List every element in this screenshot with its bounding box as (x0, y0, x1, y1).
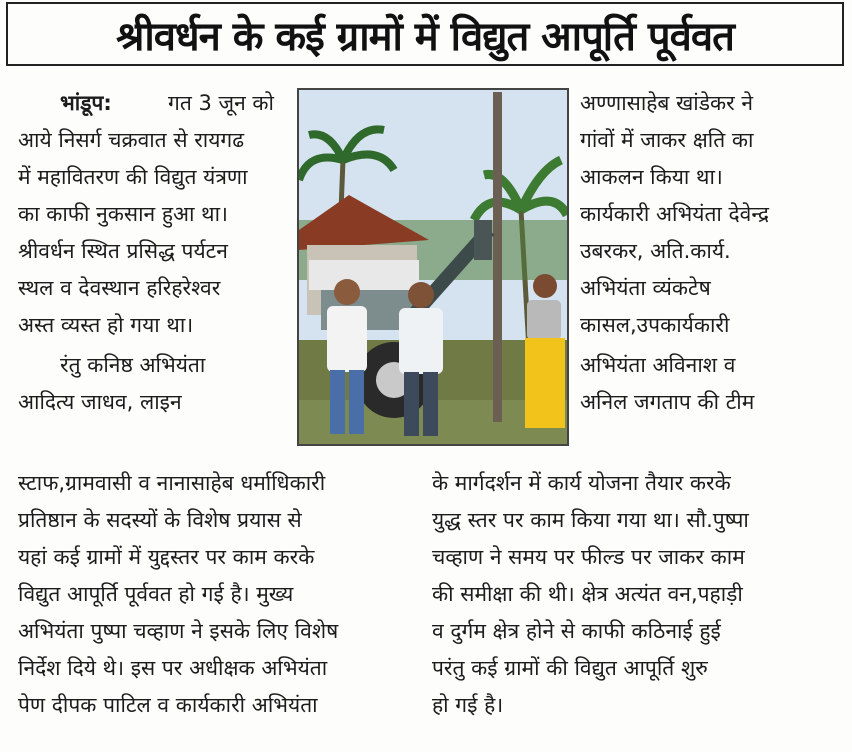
article-line: रंतु कनिष्ठ अभियंता (60, 353, 206, 377)
article-line: व दुर्गम क्षेत्र होने से काफी कठिनाई हुई (432, 619, 721, 643)
article-line: यहां कई ग्रामों में युद्दस्तर पर काम करके (18, 545, 315, 569)
article-line: निर्देश दिये थे। इस पर अधीक्षक अभियंता (18, 656, 328, 680)
utility-pole-icon (493, 92, 502, 422)
article-line: अभियंता व्यंकटेष (580, 276, 711, 300)
dateline: भांडूप: (60, 91, 112, 115)
article-line: श्रीवर्धन स्थित प्रसिद्ध पर्यटन (18, 239, 228, 263)
article-line: अण्णासाहेब खांडेकर ने (580, 91, 753, 115)
article-line: आदित्य जाधव, लाइन (18, 390, 182, 414)
article-line: का काफी नुकसान हुआ था। (18, 202, 228, 226)
article-line: विद्युत आपूर्ति पूर्ववत हो गई है। मुख्य (18, 582, 294, 606)
article-line: उबरकर, अति.कार्य. (580, 239, 731, 263)
article-line: अभियंता अविनाश व (580, 353, 736, 377)
article-line: कासल,उपकार्यकारी (580, 313, 730, 337)
article-line: आकलन किया था। (580, 165, 723, 189)
article-line: के मार्गदर्शन में कार्य योजना तैयार करके (432, 471, 731, 495)
article-line: पेण दीपक पाटिल व कार्यकारी अभियंता (18, 693, 318, 717)
article-line: चव्हाण ने समय पर फील्ड पर जाकर काम (432, 545, 745, 569)
article-line: की समीक्षा की थी। क्षेत्र अत्यंत वन,पहाड़ी (432, 582, 743, 606)
article-line: अस्त व्यस्त हो गया था। (18, 313, 194, 337)
news-photo-icon (299, 90, 567, 444)
article-line: युद्ध स्तर पर काम किया गया था। सौ.पुष्पा (432, 508, 749, 532)
article-line: स्टाफ,ग्रामवासी व नानासाहेब धर्माधिकारी (18, 471, 326, 495)
article-line: अनिल जगताप की टीम (580, 390, 755, 414)
article-line: गांवों में जाकर क्षति का (580, 128, 754, 152)
article-line: कार्यकारी अभियंता देवेन्द्र (580, 202, 769, 226)
article-line: स्थल व देवस्थान हरिहरेश्वर (18, 276, 221, 300)
article-line: हो गई है। (432, 693, 504, 717)
article-line: में महावितरण की विद्युत यंत्रणा (18, 165, 248, 189)
article-line: प्रतिष्ठान के सदस्यों के विशेष प्रयास से (18, 508, 302, 532)
article-line: परंतु कई ग्रामों की विद्युत आपूर्ति शुरु (432, 656, 708, 680)
headline: श्रीवर्धन के कई ग्रामों में विद्युत आपूर्ति पूर्ववत (116, 13, 734, 60)
article-line: आये निसर्ग चक्रवात से रायगढ (18, 128, 245, 152)
headline-box (6, 2, 844, 66)
article-line: अभियंता पुष्पा चव्हाण ने इसके लिए विशेष (18, 619, 339, 643)
news-photo (297, 88, 569, 446)
article-line: गत 3 जून को (168, 91, 274, 115)
